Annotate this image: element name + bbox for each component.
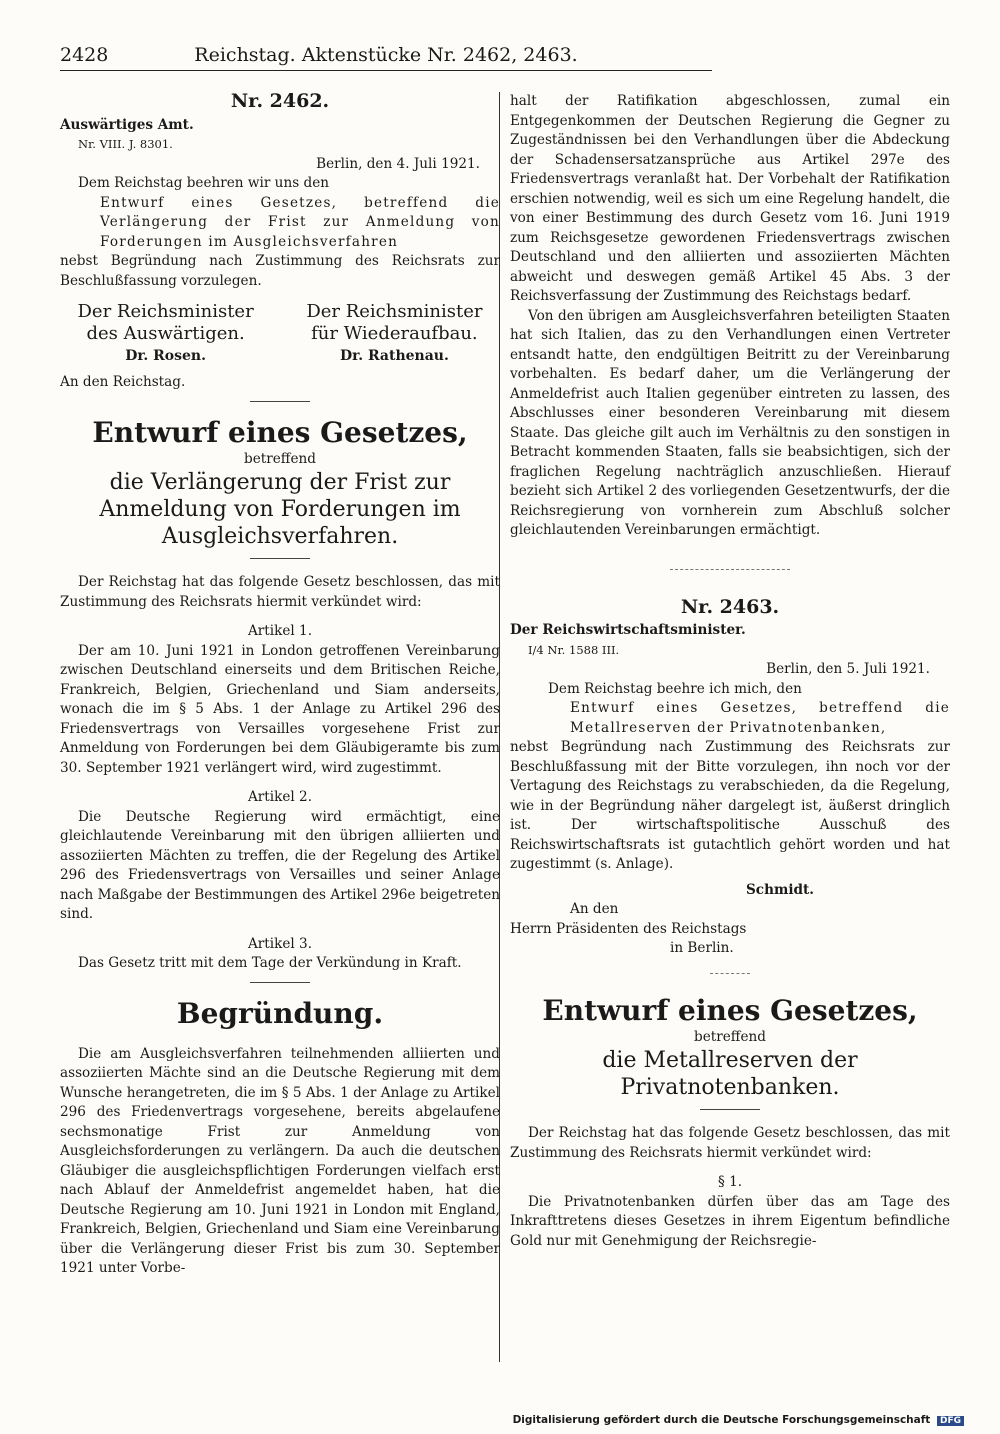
article-1-text: Der am 10. Juni 1921 in London getroffenen Vereinbarung zwischen Deutschland einerseits und dem Britischen Reiche, Frankreich, Belgien, Griechenland und Siam anderseits, wonach die im § 5 Abs. 1 der Anlage zu Artikel 296 des Friedensvertrags von Versailles vorgesehene Frist zur Anmeldung von Forderungen bei dem Gläubigeramte bis zum 30. September 1921 verlängert wird, wird zugestimmt.	[60, 642, 500, 776]
document-number: Nr. 2462.	[230, 90, 330, 112]
addressee-line-1: An den	[570, 901, 619, 917]
letter-date: Berlin, den 4. Juli 1921.	[316, 155, 480, 172]
signature-name: Schmidt.	[745, 881, 815, 898]
signature-dept: des Auswärtigen.	[86, 323, 245, 344]
addressee: An den Reichstag.	[60, 374, 186, 390]
draft-betreffend: betreffend	[694, 1028, 766, 1045]
left-column	[60, 92, 500, 1279]
paragraph-1-text: Die Privatnotenbanken dürfen über das am Tage des Inkrafttretens dieses Gesetzes in ihrem Eigentum befindliche Gold nur mit Genehmigung der Reichsregie-	[510, 1193, 950, 1249]
article-2-heading: Artikel 2.	[247, 789, 313, 805]
issuing-office: Der Reichswirtschaftsminister.	[510, 622, 746, 638]
signature-reconstruction	[289, 301, 500, 367]
dfg-logo: DFG	[937, 1416, 964, 1426]
article-1-heading: Artikel 1.	[247, 623, 313, 639]
office-reference: I/4 Nr. 1588 III.	[528, 642, 620, 657]
draft-title: Entwurf eines Gesetzes,	[92, 415, 468, 449]
draft-title: Entwurf eines Gesetzes,	[542, 993, 918, 1027]
page-header	[60, 44, 712, 71]
letter-bill-title: Entwurf eines Gesetzes, betreffend die Metallreserven der Privatnotenbanken,	[570, 700, 950, 736]
credit-text: Digitalisierung gefördert durch die Deutsche Forschungsgemeinschaft	[512, 1414, 931, 1426]
addressee-line-2: Herrn Präsidenten des Reichstags	[510, 920, 747, 937]
separator-rule	[250, 401, 310, 402]
draft-subject: die Metallreserven der Privatnotenbanken.	[602, 1048, 858, 1100]
signature-dept: für Wiederaufbau.	[311, 323, 478, 344]
article-3-text: Das Gesetz tritt mit dem Tage der Verkündung in Kraft.	[78, 955, 462, 971]
enactment-clause: Der Reichstag hat das folgende Gesetz beschlossen, das mit Zustimmung des Reichsrats hiermit verkündet wird:	[60, 574, 500, 610]
letter-intro: Dem Reichstag beehren wir uns den	[78, 175, 329, 191]
paragraph-1-heading: § 1.	[717, 1174, 743, 1190]
separator-rule	[700, 1109, 760, 1110]
signature-name: Dr. Rathenau.	[339, 348, 449, 364]
signature-foreign	[60, 301, 271, 367]
justification-text: Die am Ausgleichsverfahren teilnehmenden alliierten und assoziierten Mächte sind an die Deutsche Regierung mit dem Wunsche herangetreten, die im § 5 Abs. 1 der Anlage zu Artikel 296 des Friedenvertrags vorgesehene, bereits abgelaufene sechsmonatige Frist zur Anmeldung von Ausgleichsforderungen zu verlängern. Da auch die deutschen Gläubiger die ausgleichspflichtigen Forderungen vielfach erst nach Ablauf der Anmeldefrist angemeldet haben, hat die Deutsche Regierung am 10. Juni 1921 in London mit England, Frankreich, Belgien, Griechenland und Siam eine Vereinbarung über die Verlängerung dieser Frist bis zum 30. September 1921 unter Vorbe-	[60, 1045, 500, 1276]
separator-dotted	[670, 569, 790, 570]
digitization-credit	[513, 1414, 964, 1426]
article-2-text: Die Deutsche Regierung wird ermächtigt, eine gleichlautende Vereinbarung mit den übrigen alliierten und assoziierten Mächten zu treffen, die der Regelung des Artikel 296 des Friedensvertrags von Versailles und seiner Anlage nach Maßgabe der Bestimmungen des Artikel 296e beigetreten sind.	[60, 808, 500, 922]
right-column	[510, 92, 950, 1251]
signature-name: Dr. Rosen.	[125, 348, 206, 364]
enactment-clause: Der Reichstag hat das folgende Gesetz beschlossen, das mit Zustimmung des Reichsrats hiermit verkündet wird:	[510, 1125, 950, 1161]
separator-rule	[250, 982, 310, 983]
letter-intro: Dem Reichstag beehre ich mich, den	[548, 680, 802, 697]
addressee-line-3: in Berlin.	[670, 940, 734, 956]
draft-betreffend: betreffend	[244, 450, 316, 467]
letter-date: Berlin, den 5. Juli 1921.	[766, 661, 930, 677]
article-3-heading: Artikel 3.	[247, 935, 313, 952]
justification-continued-2: Von den übrigen am Ausgleichsverfahren beteiligten Staaten hat sich Italien, das zu den Verhandlungen einen Vertreter entsandt hatte, den endgültigen Beitritt zu der Vereinbarung vorbehalten. Es bedarf daher, um die Verlängerung der Anmeldefrist auch Italien gegenüber eintreten zu lassen, des Abschlusses einer besonderen Vereinbarung mit diesem Staate. Das gleiche gilt auch im Verhältnis zu den sonstigen in Betracht kommenden Staaten, falls sie beabsichtigen, sich der fraglichen Regelung nachträglich anzuschließen. Hierauf bezieht sich Artikel 2 des vorliegenden Gesetzentwurfs, der die Reichsregierung von vornherein zum Abschluß solcher gleichlautenden Vereinbarungen ermächtigt.	[510, 307, 950, 538]
signatures	[60, 301, 500, 367]
document-number: Nr. 2463.	[680, 595, 780, 618]
draft-subject: die Verlängerung der Frist zur Anmeldung von Forderungen im Ausgleichsverfahren.	[99, 470, 461, 549]
signature-role: Der Reichsminister	[306, 301, 483, 322]
separator-rule	[250, 558, 310, 559]
page-number: 2428	[60, 44, 109, 66]
signature-role: Der Reichsminister	[77, 301, 254, 322]
separator-dotted	[710, 973, 750, 974]
justification-continued: halt der Ratifikation abgeschlossen, zumal ein Entgegenkommen der Deutschen Regierung die Gegner zu Zugeständnissen bei den Verhandlungen über die Abdeckung der Schadensersatzansprüche aus Artikel 297e des Friedensvertrags veranlaßt hat. Der Vorbehalt der Ratifikation erschien notwendig, weil es sich um eine Regelung handelt, die von einer Bestimmung des durch Gesetz vom 16. Juni 1919 zum Reichsgesetze gewordenen Friedensvertrags zwischen Deutschland und den alliierten und assoziierten Mächten abweicht und deswegen gemäß Artikel 45 Abs. 3 der Reichsverfassung der Zustimmung des Reichstags bedarf.	[510, 93, 950, 304]
letter-body: nebst Begründung nach Zustimmung des Reichsrats zur Beschlußfassung mit der Bitte vorzulegen, ihn noch vor der Vertagung des Reichstags zu verabschieden, da die Regelung, wie in der Begründung näher dargelegt ist, äußerst dringlich ist. Der wirtschaftspolitische Ausschuß des Reichswirtschaftsrats ist gutachtlich gehört worden und hat zugestimmt (s. Anlage).	[510, 739, 950, 872]
office-reference: Nr. VIII. J. 8301.	[78, 137, 173, 151]
letter-body: nebst Begründung nach Zustimmung des Reichsrats zur Beschlußfassung vorzulegen.	[60, 253, 500, 289]
running-title: Reichstag. Aktenstücke Nr. 2462, 2463.	[194, 44, 578, 66]
issuing-office: Auswärtiges Amt.	[60, 116, 194, 133]
letter-bill-title: Entwurf eines Gesetzes, betreffend die Verlängerung der Frist zur Anmeldung von Forderungen im Ausgleichsverfahren	[100, 194, 500, 250]
justification-title: Begründung.	[176, 996, 384, 1030]
